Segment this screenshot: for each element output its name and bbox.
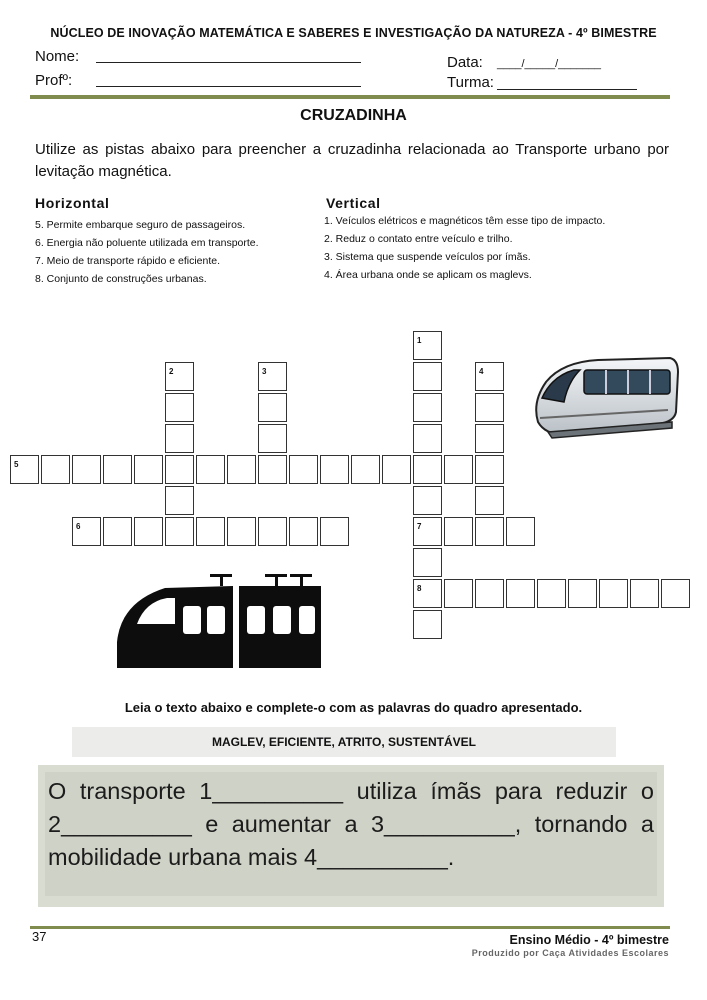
crossword-cell[interactable] bbox=[72, 517, 101, 546]
crossword-cell[interactable] bbox=[227, 455, 256, 484]
crossword-cell[interactable] bbox=[165, 486, 194, 515]
clue-h7: 7. Meio de transporte rápido e eficiente. bbox=[35, 255, 221, 267]
clue-number: 8 bbox=[417, 584, 422, 593]
footer-divider bbox=[30, 926, 670, 929]
crossword-cell[interactable] bbox=[413, 362, 442, 391]
crossword-cell[interactable] bbox=[444, 579, 473, 608]
crossword-cell[interactable] bbox=[351, 455, 380, 484]
clue-number: 7 bbox=[417, 522, 422, 531]
activity-intro: Utilize as pistas abaixo para preencher a cruzadinha relacionada ao Transporte urbano por levitação magnética. bbox=[35, 141, 669, 180]
crossword-cell[interactable] bbox=[165, 455, 194, 484]
crossword-cell[interactable] bbox=[196, 517, 225, 546]
crossword-cell[interactable] bbox=[227, 517, 256, 546]
footer-credit: Produzido por Caça Atividades Escolares bbox=[471, 948, 669, 958]
crossword-cell[interactable] bbox=[165, 393, 194, 422]
crossword-cell[interactable] bbox=[506, 579, 535, 608]
crossword-cell[interactable] bbox=[475, 486, 504, 515]
horizontal-clues bbox=[35, 216, 263, 288]
crossword-cell[interactable] bbox=[475, 517, 504, 546]
header-divider bbox=[30, 95, 670, 99]
crossword-cell[interactable] bbox=[320, 455, 349, 484]
crossword-cell[interactable] bbox=[10, 455, 39, 484]
crossword-cell[interactable] bbox=[661, 579, 690, 608]
clue-number: 4 bbox=[479, 367, 484, 376]
crossword-cell[interactable] bbox=[475, 362, 504, 391]
vertical-clues bbox=[324, 212, 614, 284]
clue-v2: 2. Reduz o contato entre veículo e trilho. bbox=[324, 233, 513, 245]
crossword-cell[interactable] bbox=[413, 486, 442, 515]
crossword-cell[interactable] bbox=[475, 579, 504, 608]
crossword-cell[interactable] bbox=[196, 455, 225, 484]
nome-label: Nome: bbox=[35, 48, 80, 65]
horizontal-title: Horizontal bbox=[35, 195, 110, 211]
crossword-cell[interactable] bbox=[382, 455, 411, 484]
crossword-cell[interactable] bbox=[568, 579, 597, 608]
page-number: 37 bbox=[32, 929, 47, 944]
crossword-cell[interactable] bbox=[41, 455, 70, 484]
crossword-cell[interactable] bbox=[103, 455, 132, 484]
crossword-cell[interactable] bbox=[72, 455, 101, 484]
footer-level: Ensino Médio - 4º bimestre bbox=[509, 933, 669, 947]
crossword-cell[interactable] bbox=[413, 579, 442, 608]
prof-label: Profº: bbox=[35, 72, 73, 89]
nome-field[interactable] bbox=[96, 62, 361, 63]
clue-number: 1 bbox=[417, 336, 422, 345]
crossword-cell[interactable] bbox=[289, 517, 318, 546]
train-silhouette-icon bbox=[115, 572, 321, 672]
clue-number: 5 bbox=[14, 460, 19, 469]
activity-title: CRUZADINHA bbox=[300, 107, 407, 124]
crossword-cell[interactable] bbox=[258, 393, 287, 422]
crossword-cell[interactable] bbox=[258, 424, 287, 453]
maglev-train-image bbox=[528, 352, 680, 448]
crossword-cell[interactable] bbox=[475, 424, 504, 453]
crossword-cell[interactable] bbox=[134, 455, 163, 484]
clue-v1: 1. Veículos elétricos e magnéticos têm esse tipo de impacto. bbox=[324, 215, 606, 227]
crossword-cell[interactable] bbox=[134, 517, 163, 546]
crossword-cell[interactable] bbox=[258, 455, 287, 484]
header-title: NÚCLEO DE INOVAÇÃO MATEMÁTICA E SABERES E INVESTIGAÇÃO DA NATUREZA - 4º BIMESTRE bbox=[50, 26, 657, 40]
crossword-cell[interactable] bbox=[289, 455, 318, 484]
clue-v3: 3. Sistema que suspende veículos por ímãs. bbox=[324, 251, 531, 263]
clue-number: 2 bbox=[169, 367, 174, 376]
data-label: Data: bbox=[447, 54, 483, 71]
crossword-cell[interactable] bbox=[413, 548, 442, 577]
crossword-cell[interactable] bbox=[413, 455, 442, 484]
clue-v4: 4. Área urbana onde se aplicam os maglevs. bbox=[324, 269, 532, 281]
crossword-cell[interactable] bbox=[413, 517, 442, 546]
crossword-cell[interactable] bbox=[258, 362, 287, 391]
crossword-cell[interactable] bbox=[475, 393, 504, 422]
crossword-cell[interactable] bbox=[444, 455, 473, 484]
fill-paragraph[interactable]: O transporte 1__________ utiliza ímãs para reduzir o 2__________ e aumentar a 3__________, tornando a mobilidade urbana mais 4__________. bbox=[48, 778, 654, 870]
crossword-cell[interactable] bbox=[413, 331, 442, 360]
turma-field[interactable] bbox=[497, 89, 637, 90]
crossword-cell[interactable] bbox=[413, 424, 442, 453]
crossword-cell[interactable] bbox=[630, 579, 659, 608]
crossword-cell[interactable] bbox=[537, 579, 566, 608]
crossword-cell[interactable] bbox=[165, 517, 194, 546]
crossword-cell[interactable] bbox=[506, 517, 535, 546]
crossword-cell[interactable] bbox=[599, 579, 628, 608]
crossword-cell[interactable] bbox=[103, 517, 132, 546]
word-bank: MAGLEV, EFICIENTE, ATRITO, SUSTENTÁVEL bbox=[72, 727, 616, 757]
data-field[interactable]: ____/_____/_______ bbox=[497, 58, 601, 70]
crossword-cell[interactable] bbox=[320, 517, 349, 546]
crossword-cell[interactable] bbox=[413, 393, 442, 422]
turma-label: Turma: bbox=[447, 74, 494, 91]
crossword-cell[interactable] bbox=[165, 362, 194, 391]
clue-h8: 8. Conjunto de construções urbanas. bbox=[35, 273, 207, 285]
crossword-cell[interactable] bbox=[444, 517, 473, 546]
clue-number: 6 bbox=[76, 522, 81, 531]
clue-h6: 6. Energia não poluente utilizada em transporte. bbox=[35, 237, 259, 249]
crossword-cell[interactable] bbox=[475, 455, 504, 484]
clue-number: 3 bbox=[262, 367, 267, 376]
clue-h5: 5. Permite embarque seguro de passageiros. bbox=[35, 219, 246, 231]
vertical-title: Vertical bbox=[326, 195, 381, 211]
crossword-cell[interactable] bbox=[413, 610, 442, 639]
crossword-cell[interactable] bbox=[258, 517, 287, 546]
crossword-cell[interactable] bbox=[165, 424, 194, 453]
complete-instruction: Leia o texto abaixo e complete-o com as palavras do quadro apresentado. bbox=[124, 700, 583, 715]
prof-field[interactable] bbox=[96, 86, 361, 87]
